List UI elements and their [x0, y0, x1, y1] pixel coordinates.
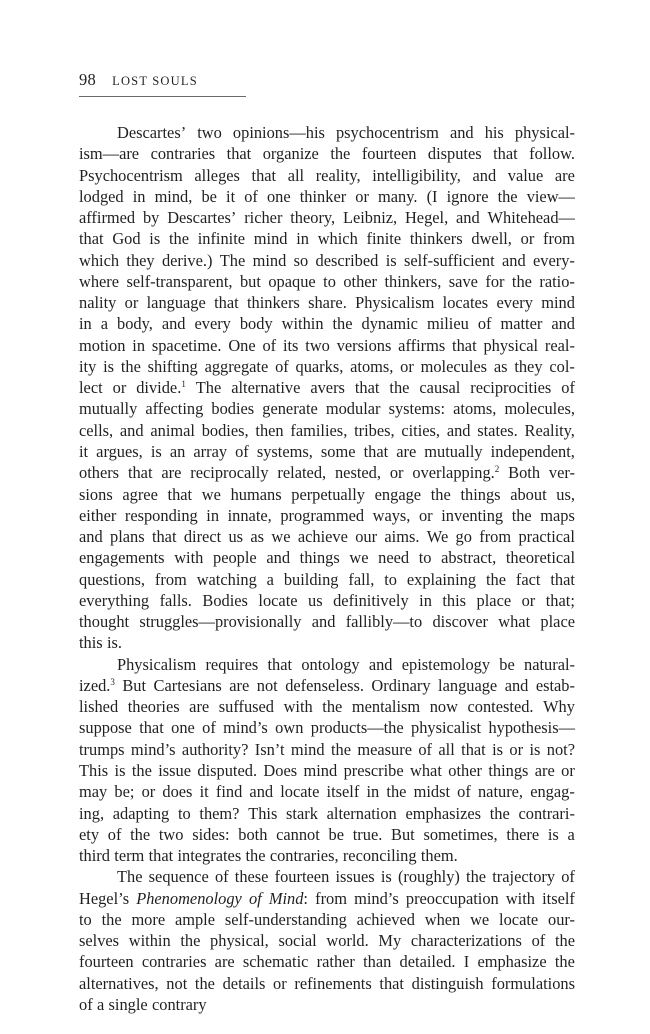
text-line: this is.: [79, 633, 123, 653]
text-line: ity is the shifting aggregate of quarks, atoms, or molecules as they col-: [79, 356, 575, 376]
text-line: Descartes’ two opinions—his psychocentrism and his physical-: [117, 123, 575, 142]
text-line: alternatives, not the details or refinements that distinguish formulations: [79, 973, 575, 993]
text-line: may be; or does it find and locate itself in the midst of nature, engag-: [79, 782, 575, 802]
text-line: third term that integrates the contraries, reconciling them.: [79, 846, 458, 866]
text-line: Psychocentrism alleges that all reality, intelligibility, and value are: [79, 165, 575, 185]
text-line: ism—are contraries that organize the fourteen disputes that follow.: [79, 144, 575, 164]
text-line: ety of the two sides: both cannot be true. But sometimes, there is a: [79, 824, 575, 844]
body-text: [79, 122, 575, 1015]
text-line: lodged in mind, be it of one thinker or many. (I ignore the view—: [79, 186, 575, 206]
text-line: that God is the infinite mind in which finite thinkers dwell, or from: [79, 229, 575, 249]
text-line: ized.$^3$ But Cartesians are not defenseless. Ordinary language and estab-: [79, 675, 575, 695]
text-line: in a body, and every body within the dynamic milieu of matter and: [79, 314, 575, 334]
text-line: suppose that one of mind’s own products—the physicalist hypothesis—: [79, 718, 575, 738]
text-line: thought struggles—provisionally and fallibly—to discover what place: [79, 612, 575, 632]
text-line: The sequence of these fourteen issues is (roughly) the trajectory of: [117, 867, 575, 887]
text-line: Physicalism requires that ontology and epistemology be natural-: [117, 654, 575, 674]
text-line: which they derive.) The mind so described is self-sufficient and every-: [79, 250, 575, 270]
text-line: selves within the physical, social world. My characterizations of the: [79, 931, 575, 951]
text-line: it argues, is an array of systems, some that are mutually independent,: [79, 441, 575, 461]
text-line: lished theories are suffused with the mentalism now contested. Why: [79, 697, 575, 717]
text-line: either responding in innate, programmed ways, or inventing the maps: [79, 505, 575, 525]
text-line: trumps mind’s authority? Isn’t mind the measure of all that is or is not?: [79, 739, 575, 759]
text-line: cells, and animal bodies, then families, tribes, cities, and states. Reality,: [79, 420, 575, 440]
text-line: to the more ample self-understanding achieved when we locate our-: [79, 909, 575, 929]
text-line: Hegel’s Phenomenology of Mind: from mind’s preoccupation with itself: [79, 888, 575, 908]
running-title: LOST SOULS: [112, 74, 198, 88]
text-line: mutually affecting bodies generate modular systems: atoms, molecules,: [79, 399, 575, 419]
text-line: sions agree that we humans perpetually engage the things about us,: [79, 484, 575, 504]
text-line: where self-transparent, but opaque to other thinkers, save for the ratio-: [79, 271, 575, 291]
paragraph: [79, 866, 575, 1015]
text-line: engagements with people and things we need to abstract, theoretical: [79, 548, 575, 568]
text-line: of a single contrary: [79, 994, 207, 1014]
text-line: motion in spacetime. One of its two versions affirms that physical real-: [79, 335, 575, 355]
paragraph: [79, 122, 575, 654]
book-page: [79, 70, 575, 1015]
text-line: lect or divide.$^1$ The alternative avers that the causal reciprocities of: [79, 378, 575, 398]
text-line: affirmed by Descartes’ richer theory, Leibniz, Hegel, and Whitehead—: [79, 208, 575, 228]
text-line: nality or language that thinkers share. Physicalism locates every mind: [79, 293, 575, 313]
text-line: ing, adapting to them? This stark alternation emphasizes the contrari-: [79, 803, 575, 823]
text-line: This is the issue disputed. Does mind prescribe what other things are or: [79, 760, 575, 780]
paragraph: [79, 654, 575, 867]
text-line: everything falls. Bodies locate us definitively in this place or that;: [79, 590, 575, 610]
page-number: 98: [79, 70, 97, 89]
text-line: questions, from watching a building fall, to explaining the fact that: [79, 569, 575, 589]
text-line: fourteen contraries are schematic rather than detailed. I emphasize the: [79, 952, 575, 972]
running-head: [79, 70, 246, 97]
text-line: others that are reciprocally related, nested, or overlapping.$^2$ Both ver-: [79, 463, 575, 483]
text-line: and plans that direct us as we achieve our aims. We go from practical: [79, 527, 575, 547]
